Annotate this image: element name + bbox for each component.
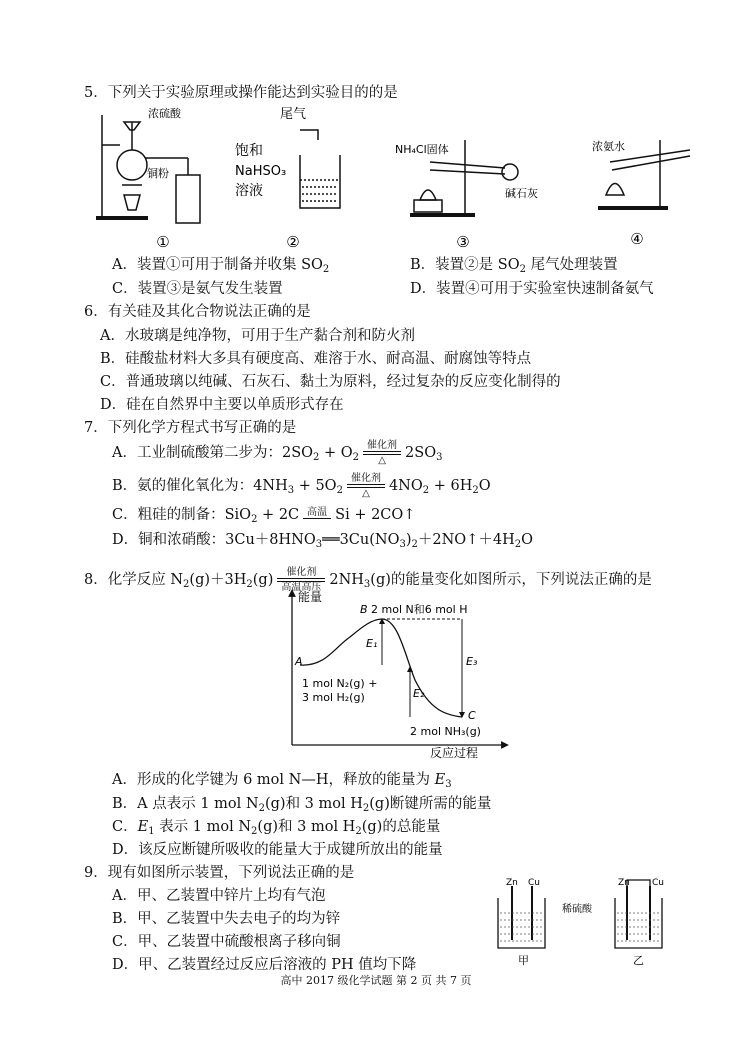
q7-c-cond: 高温 — [303, 507, 331, 519]
label-e3: E₃ — [466, 655, 478, 668]
q8-stem: 8．化学反应 $N_2(g)+3H_2(g)$ 催化剂 高温高压 $2NH_3(g)$的能量变化如图所示，下列说法正确的是 — [84, 567, 652, 593]
q7-d-label: D．铜和浓硝酸： — [112, 532, 226, 548]
q8-option-a-text: A．形成的化学键为 6 mol N—H，释放的能量为 — [112, 772, 435, 788]
q8-stem-pre: 8．化学反应 N — [84, 572, 184, 588]
yi-label: 乙 — [633, 954, 644, 967]
fig2-num: ② — [286, 233, 300, 251]
cu-label-1: Cu — [528, 878, 540, 888]
q5-option-b: B．装置②是 $SO_2$ 尾气处理装置 — [410, 257, 618, 275]
q7-stem: 7．下列化学方程式书写正确的是 — [84, 420, 297, 436]
fig3-label1: NH₄Cl固体 — [395, 143, 449, 156]
q7-b-catalyst: 催化剂 — [347, 473, 385, 485]
fig3-num: ③ — [456, 233, 470, 251]
q6-option-c: C．普通玻璃以纯碱、石灰石、黏土为原料，经过复杂的反应变化制得的 — [100, 374, 561, 390]
x-label: 反应过程 — [430, 746, 479, 760]
q5-option-a: A．装置①可用于制备并收集 $SO_2$ — [112, 257, 330, 275]
fig4-num: ④ — [630, 230, 644, 248]
q6-stem: 6．有关硅及其化合物说法正确的是 — [84, 304, 311, 320]
q7-option-c: C．粗硅的制备：SiO$_2$ + 2C 高温 Si + 2CO↑ — [112, 507, 416, 525]
zn-label-2: Zn — [618, 878, 630, 888]
q9-option-a: A．甲、乙装置中锌片上均有气泡 — [112, 888, 326, 904]
fig1-label2: 铜粉 — [147, 167, 169, 180]
q7-b-label: B．氨的催化氧化为： — [112, 478, 254, 494]
q8-stem-post: 的能量变化如图所示，下列说法正确的是 — [390, 572, 652, 588]
q9-option-d: D．甲、乙装置经过反应后溶液的 PH 值均下降 — [112, 957, 417, 973]
q7-option-a: A．工业制硫酸第二步为：$2SO_2 + O_2$ 催化剂 △ $2SO_3$ — [112, 440, 443, 466]
q5-option-b-pre: B．装置②是 SO — [410, 257, 520, 273]
label-e1: E₁ — [366, 637, 378, 650]
q7-a-catalyst: 催化剂 — [363, 440, 401, 452]
point-a: A — [295, 655, 303, 668]
q5-figures — [0, 100, 752, 260]
q8-option-b-text: B．A 点表示 1 mol N — [112, 796, 259, 812]
a-label-1: 1 mol N₂(g) + — [302, 677, 378, 690]
fig1-num: ① — [156, 233, 170, 251]
a-label-2: 3 mol H₂(g) — [302, 691, 365, 704]
fig2-a: 饱和 — [235, 143, 263, 159]
q7-c-label: C．粗硅的制备： — [112, 507, 225, 523]
fig2-b: NaHSO₃ — [235, 164, 287, 179]
b-label: 2 mol N和6 mol H — [371, 603, 468, 616]
q8-cond: 高温高压 — [277, 581, 325, 593]
q8-option-c-text: C． — [112, 819, 138, 835]
beaker — [300, 155, 340, 208]
q9-apparatus — [490, 878, 700, 968]
q5-option-c: C．装置③是氨气发生装置 — [112, 281, 283, 297]
fig2-c: 溶液 — [235, 183, 263, 199]
q8-option-c: C．$E_1$ 表示 1 mol $N_2(g)$和 3 mol $H_2(g)$的总能量 — [112, 819, 441, 837]
c-label: 2 mol NH₃(g) — [410, 725, 481, 738]
label-e2: E₂ — [413, 687, 425, 700]
energy-diagram — [280, 585, 520, 760]
q5-option-b-post: 尾气处理装置 — [525, 257, 618, 273]
q9-option-c: C．甲、乙装置中硫酸根离子移向铜 — [112, 934, 341, 950]
zn-label-1: Zn — [506, 878, 518, 888]
fig4-label1: 浓氨水 — [592, 140, 625, 153]
q8-catalyst: 催化剂 — [277, 567, 325, 579]
point-b: B — [360, 603, 368, 616]
jia-label: 甲 — [518, 954, 529, 967]
q9-stem: 9．现有如图所示装置，下列说法正确的是 — [84, 865, 355, 881]
q6-option-b: B．硅酸盐材料大多具有硬度高、难溶于水、耐高温、耐腐蚀等特点 — [100, 351, 532, 367]
q7-option-d: D．铜和浓硝酸：$3Cu+8HNO_3══3Cu(NO_3)_2+2NO↑+4H_2O$ — [112, 532, 533, 550]
q7-option-b: B．氨的催化氧化为：$4NH_3 + 5O_2$ 催化剂 △ $4NO_2 + 6H_2O$ — [112, 473, 491, 499]
q7-b-cond: △ — [347, 487, 385, 499]
fig2-gas: 尾气 — [280, 107, 307, 122]
point-c: C — [468, 709, 476, 722]
fig1-label1: 浓硫酸 — [148, 107, 181, 120]
acid-label: 稀硫酸 — [562, 904, 592, 915]
gas-pipe — [300, 130, 318, 140]
q9-option-b: B．甲、乙装置中失去电子的均为锌 — [112, 911, 341, 927]
q8-option-b: B．A 点表示 1 mol $N_2(g)$和 3 mol $H_2(g)$断键所需的能量 — [112, 796, 492, 814]
q8-option-d: D．该反应断键所吸收的能量大于成键所放出的能量 — [112, 842, 443, 858]
q7-a-cond: △ — [363, 454, 401, 466]
cu-label-2: Cu — [652, 878, 664, 888]
q7-a-label: A．工业制硫酸第二步为： — [112, 445, 282, 461]
q5-option-d: D．装置④可用于实验室快速制备氨气 — [410, 281, 654, 297]
y-label: 能量 — [298, 590, 323, 604]
page-footer: 高中 2017 级化学试题 第 2 页 共 7 页 — [280, 974, 472, 987]
q5-option-a-text: A．装置①可用于制备并收集 SO — [112, 257, 323, 273]
q6-option-d: D．硅在自然界中主要以单质形式存在 — [100, 397, 344, 413]
q6-option-a: A．水玻璃是纯净物，可用于生产黏合剂和防火剂 — [100, 328, 415, 344]
q5-stem: 5．下列关于实验原理或操作能达到实验目的的是 — [84, 85, 398, 101]
fig3-label2: 碱石灰 — [505, 187, 538, 200]
q8-option-a: A．形成的化学键为 6 mol N—H，释放的能量为 $E_3$ — [112, 772, 452, 790]
